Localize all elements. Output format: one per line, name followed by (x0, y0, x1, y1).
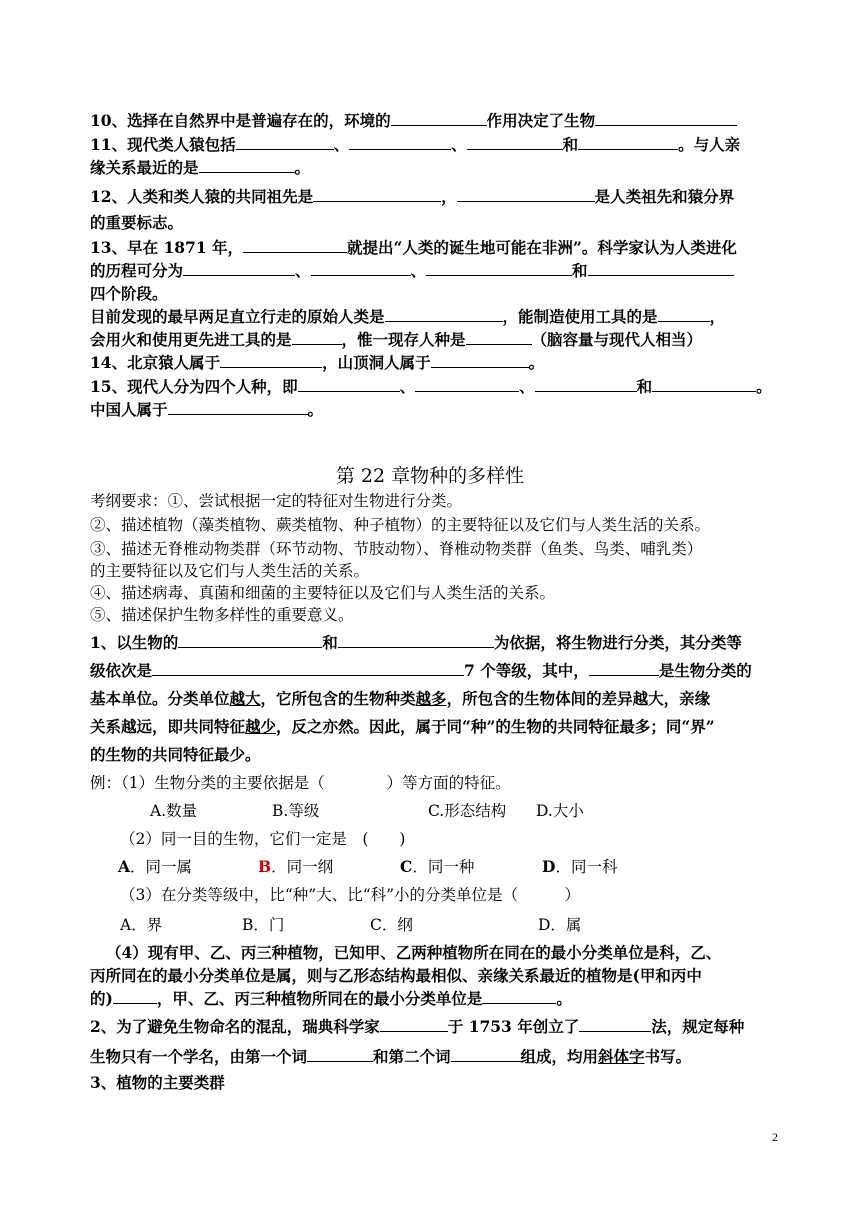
example-q4-line3 (90, 988, 790, 1010)
underlined-term: 越大 (229, 689, 261, 708)
item-1 (90, 632, 790, 654)
question-13-line2 (90, 260, 790, 282)
answer-blank[interactable] (391, 110, 487, 126)
answer-blank[interactable] (311, 260, 411, 276)
answer-blank[interactable] (457, 186, 595, 202)
q10-text-2: 作用决定了生物 (486, 111, 596, 130)
early-text: 目前发现的最早两足直立行走的原始人类是 (90, 307, 385, 326)
option-a[interactable]: A．界 (120, 916, 163, 934)
conjunction: 和 (562, 135, 579, 154)
period: 。 (307, 400, 324, 419)
answer-blank[interactable] (466, 329, 532, 345)
option-a[interactable] (118, 856, 192, 878)
item1-line4: 关系越远，即共同特征 (90, 717, 246, 736)
option-b[interactable]: B.等级 (272, 802, 320, 820)
question-12 (90, 186, 790, 208)
conjunction: 和 (636, 377, 653, 396)
answer-blank[interactable] (451, 1046, 521, 1062)
item2-text-2: 于 1753 年创立了 (447, 1017, 580, 1036)
option-b[interactable] (258, 856, 333, 878)
item1-line3: 基本单位。分类单位 (90, 689, 230, 708)
syllabus-line: 考纲要求：①、尝试根据一定的特征对生物进行分类。 (90, 492, 463, 510)
answer-blank[interactable] (426, 260, 572, 276)
early-text-2: ，能制造使用工具的是 (502, 307, 658, 326)
underlined-term: 越多 (415, 689, 447, 708)
answer-blank[interactable] (385, 306, 503, 322)
answer-blank[interactable] (220, 352, 322, 368)
answer-blank[interactable] (589, 660, 659, 676)
q11-text: 11、现代类人猿包括 (90, 135, 236, 154)
early-line2-b: ，惟一现存人种是 (341, 330, 466, 349)
question-14 (90, 352, 790, 374)
syllabus-line: 的主要特征以及它们与人类生活的关系。 (90, 562, 370, 580)
comma: ， (709, 307, 726, 326)
answer-blank[interactable] (338, 632, 494, 648)
option-d[interactable]: D.大小 (536, 802, 584, 820)
q12-text: 12、人类和类人猿的共同祖先是 (90, 187, 314, 206)
option-text: ．同一科 (555, 858, 618, 876)
separator: 、 (519, 377, 535, 396)
item2-line2-c: 组成，均用 (520, 1047, 599, 1066)
q13-line2: 的历程可分为 (90, 261, 184, 280)
option-letter: A (118, 857, 131, 876)
question-11-line2 (90, 157, 790, 179)
item1-text: 1、以生物的 (90, 633, 179, 652)
item1-line3-b: ，它所包含的生物种类 (260, 689, 416, 708)
item1-line5: 的生物的共同特征最少。 (90, 745, 261, 764)
answer-blank[interactable] (588, 260, 734, 276)
option-text: ．同一种 (412, 858, 475, 876)
q14-text: 14、北京猿人属于 (90, 353, 221, 372)
separator: 、 (399, 377, 416, 396)
answer-blank[interactable] (183, 260, 295, 276)
item1-line2-b: 7 个等级，其中， (464, 661, 589, 680)
answer-blank[interactable] (199, 157, 295, 173)
q15-text: 15、现代人分为四个人种，即 (90, 377, 298, 396)
item2-line2-b: 和第二个词 (373, 1047, 451, 1066)
answer-blank[interactable] (349, 134, 451, 150)
period: 。 (556, 989, 572, 1008)
page-number: 2 (772, 1130, 778, 1144)
item-1-line3 (90, 688, 790, 710)
q14-text-2: ，山顶洞人属于 (322, 353, 431, 372)
early-line2: 会用火和使用更先进工具的是 (90, 330, 292, 349)
example-q1: 例：（1）生物分类的主要依据是（ ）等方面的特征。 (90, 774, 511, 792)
question-12-line2 (90, 212, 790, 234)
answer-blank[interactable] (415, 376, 519, 392)
item-1-line2 (90, 660, 790, 682)
underlined-term: 斜体字 (598, 1047, 645, 1066)
q13-line3: 四个阶段。 (90, 284, 168, 303)
option-d[interactable]: D．属 (538, 916, 582, 934)
question-13 (90, 237, 790, 259)
option-c[interactable]: C.形态结构 (428, 802, 507, 820)
item1-line2-c: 是生物分类的 (658, 661, 752, 680)
q4-line3-b: ，甲、乙、丙三种植物所同在的最小分类单位是 (156, 989, 483, 1008)
q10-text: 10、选择在自然界中是普遍存在的，环境的 (90, 111, 391, 130)
q2-text: （2）同一目的生物，它们一定是 ( ) (120, 830, 406, 848)
period: 。 (756, 377, 772, 396)
syllabus-line: ②、描述植物（藻类植物、蕨类植物、种子植物）的主要特征以及它们与人类生活的关系。 (90, 516, 711, 534)
q11-tail: 。与人亲 (678, 135, 741, 154)
answer-blank[interactable] (578, 134, 678, 150)
answer-blank[interactable] (307, 1046, 373, 1062)
item-2 (90, 1016, 790, 1038)
answer-blank[interactable] (482, 988, 556, 1004)
answer-blank[interactable] (178, 632, 322, 648)
option-letter: C (400, 857, 413, 876)
answer-blank[interactable] (535, 376, 637, 392)
example-q4-line2: 丙所同在的最小分类单位是属，则与乙形态结构最相似、亲缘关系最近的植物是(甲和丙中 (90, 966, 702, 985)
q13-text-2: 就提出“人类的诞生地可能在非洲”。科学家认为人类进化 (347, 238, 737, 257)
item-1-line4 (90, 716, 790, 738)
item2-line2: 生物只有一个学名，由第一个词 (90, 1047, 308, 1066)
item1-line2: 级依次是 (90, 661, 153, 680)
separator: 、 (295, 261, 311, 280)
answer-blank[interactable] (236, 134, 334, 150)
option-b[interactable]: B．门 (242, 916, 285, 934)
answer-blank[interactable] (313, 186, 441, 202)
answer-blank[interactable] (168, 399, 308, 415)
separator: 、 (410, 261, 427, 280)
question-15 (90, 376, 790, 398)
item1-line4-b: ，反之亦然。因此，属于同“种”的生物的共同特征最多；同“界” (276, 717, 715, 736)
example-q3: （3）在分类等级中，比“种”大、比“科”小的分类单位是（ ） (120, 886, 581, 904)
comma: ， (441, 187, 457, 206)
conjunction: 和 (322, 633, 338, 652)
item1-text-2: 为依据，将生物进行分类，其分类等 (493, 633, 742, 652)
answer-blank[interactable] (152, 660, 464, 676)
item2-text-3: 法，规定每种 (651, 1017, 745, 1036)
question-13-line3 (90, 283, 790, 305)
period: 。 (294, 158, 311, 177)
question-10 (90, 110, 790, 132)
answer-blank[interactable] (652, 376, 756, 392)
answer-blank[interactable] (113, 988, 157, 1004)
answer-blank[interactable] (380, 1016, 448, 1032)
syllabus-line: ③、描述无脊椎动物类群（环节动物、节肢动物）、脊椎动物类群（鱼类、鸟类、哺乳类） (90, 540, 703, 558)
question-11 (90, 134, 790, 156)
example-q4: （4）现有甲、乙、丙三种植物，已知甲、乙两种植物所在同在的最小分类单位是科，乙、 (106, 943, 722, 962)
option-text: ．同一纲 (271, 858, 334, 876)
question-15-line2 (90, 399, 790, 421)
option-a[interactable]: A.数量 (150, 802, 198, 820)
item-3: 3、植物的主要类群 (90, 1073, 225, 1092)
q11-line2: 缘关系最近的是 (90, 158, 199, 177)
q13-text: 13、早在 1871 年， (90, 238, 244, 257)
conjunction: 和 (572, 261, 588, 280)
answer-blank[interactable] (467, 134, 563, 150)
separator: 、 (333, 135, 350, 154)
syllabus-line: ④、描述病毒、真菌和细菌的主要特征以及它们与人类生活的关系。 (90, 584, 556, 602)
q4-line3: 的) (90, 989, 113, 1008)
item2-line2-d: 书写。 (644, 1047, 692, 1066)
answer-blank[interactable] (595, 110, 737, 126)
syllabus-line: ⑤、描述保护生物多样性的重要意义。 (90, 606, 354, 624)
answer-blank[interactable] (243, 237, 347, 253)
chapter-title: 第 22 章物种的多样性 (335, 465, 525, 487)
answer-blank[interactable] (298, 376, 400, 392)
underlined-term: 越少 (245, 717, 277, 736)
q12-tail: 是人类祖先和猿分界 (594, 187, 735, 206)
q15-line2: 中国人属于 (90, 400, 168, 419)
example-q2 (120, 828, 820, 850)
item2-text: 2、为了避免生物命名的混乱，瑞典科学家 (90, 1017, 380, 1036)
answer-blank[interactable] (579, 1016, 651, 1032)
answer-blank[interactable] (658, 306, 710, 322)
item1-line3-c: ，所包含的生物体间的差异越大，亲缘 (446, 689, 711, 708)
answer-blank[interactable] (292, 329, 342, 345)
answer-blank[interactable] (431, 352, 529, 368)
item-2-line2 (90, 1046, 790, 1068)
option-c[interactable]: C．纲 (370, 916, 413, 934)
option-letter: B (258, 857, 272, 876)
item-1-line5 (90, 744, 790, 766)
period: 。 (528, 353, 545, 372)
separator: 、 (451, 135, 467, 154)
option-c[interactable] (400, 856, 474, 878)
early-humans-line2 (90, 329, 790, 351)
option-letter: D (542, 857, 556, 876)
early-humans (90, 306, 790, 328)
q12-line2: 的重要标志。 (90, 213, 184, 232)
early-line2-c: （脑容量与现代人相当） (531, 330, 703, 349)
option-d[interactable] (542, 856, 617, 878)
option-text: ．同一属 (130, 858, 193, 876)
